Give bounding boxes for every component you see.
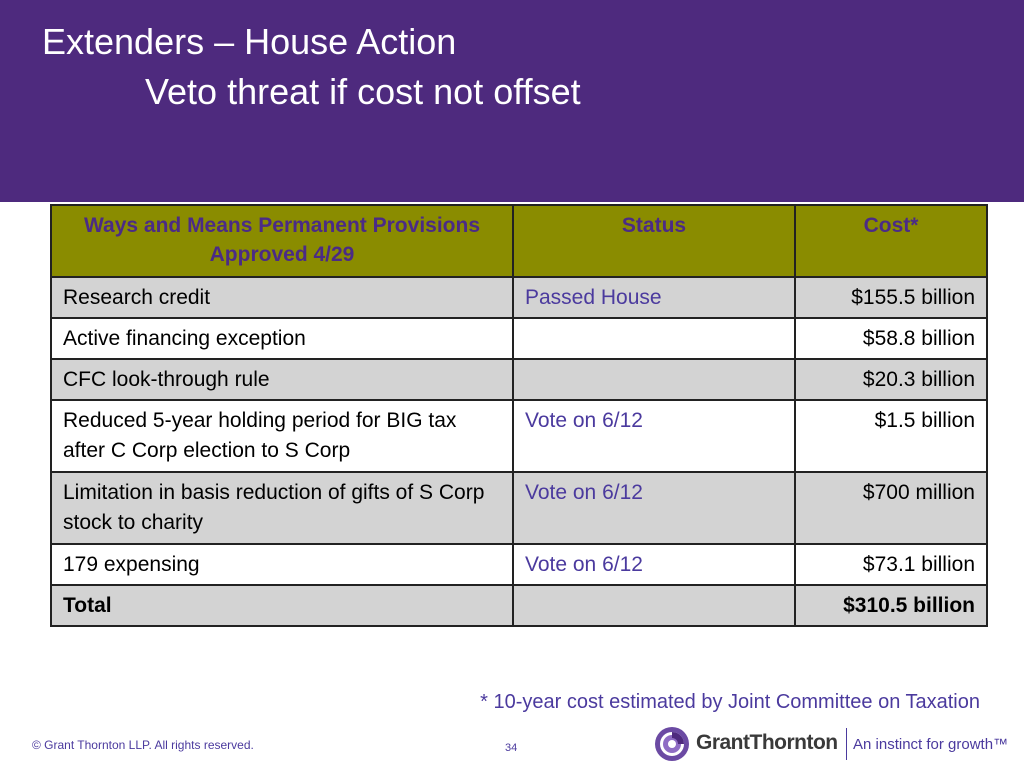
total-label-cell: Total: [51, 585, 513, 626]
provision-column-header: Ways and Means Permanent Provisions Approved 4/29: [51, 205, 513, 277]
status-column-header: Status: [513, 205, 795, 277]
cost-cell: $58.8 billion: [795, 318, 987, 359]
logo-wordmark: GrantThornton: [696, 731, 838, 754]
table-row: [51, 544, 987, 585]
table-header-row: [51, 205, 987, 277]
status-cell: [513, 359, 795, 400]
logo-tagline: An instinct for growth™: [853, 736, 1009, 753]
slide-header: [0, 0, 1024, 202]
table-row: [51, 277, 987, 318]
provision-cell: Limitation in basis reduction of gifts of S Corp stock to charity: [51, 472, 513, 544]
total-row: [51, 585, 987, 626]
status-cell: [513, 318, 795, 359]
cost-cell: $73.1 billion: [795, 544, 987, 585]
provision-cell: Active financing exception: [51, 318, 513, 359]
total-cost-cell: $310.5 billion: [795, 585, 987, 626]
copyright-notice: © Grant Thornton LLP. All rights reserved.: [32, 738, 254, 752]
grant-thornton-logo: [654, 724, 1009, 764]
provision-cell: 179 expensing: [51, 544, 513, 585]
table-row: [51, 359, 987, 400]
status-cell: Vote on 6/12: [513, 472, 795, 544]
cost-cell: $700 million: [795, 472, 987, 544]
cost-column-header: Cost*: [795, 205, 987, 277]
table-row: [51, 472, 987, 544]
status-cell: Vote on 6/12: [513, 544, 795, 585]
provision-cell: CFC look-through rule: [51, 359, 513, 400]
status-cell: Passed House: [513, 277, 795, 318]
provision-cell: Reduced 5-year holding period for BIG tax after C Corp election to S Corp: [51, 400, 513, 472]
logo-divider: [846, 728, 847, 760]
cost-cell: $20.3 billion: [795, 359, 987, 400]
total-status-cell: [513, 585, 795, 626]
status-cell: Vote on 6/12: [513, 400, 795, 472]
grant-thornton-swirl-icon: [654, 726, 690, 762]
provision-cell: Research credit: [51, 277, 513, 318]
table-row: [51, 400, 987, 472]
cost-cell: $1.5 billion: [795, 400, 987, 472]
page-number: 34: [505, 742, 518, 754]
provisions-table: [50, 204, 988, 627]
slide-title: Extenders – House Action: [42, 21, 457, 62]
slide-subtitle: Veto threat if cost not offset: [145, 71, 581, 112]
cost-cell: $155.5 billion: [795, 277, 987, 318]
cost-footnote: * 10-year cost estimated by Joint Committee on Taxation: [480, 691, 980, 713]
table-row: [51, 318, 987, 359]
